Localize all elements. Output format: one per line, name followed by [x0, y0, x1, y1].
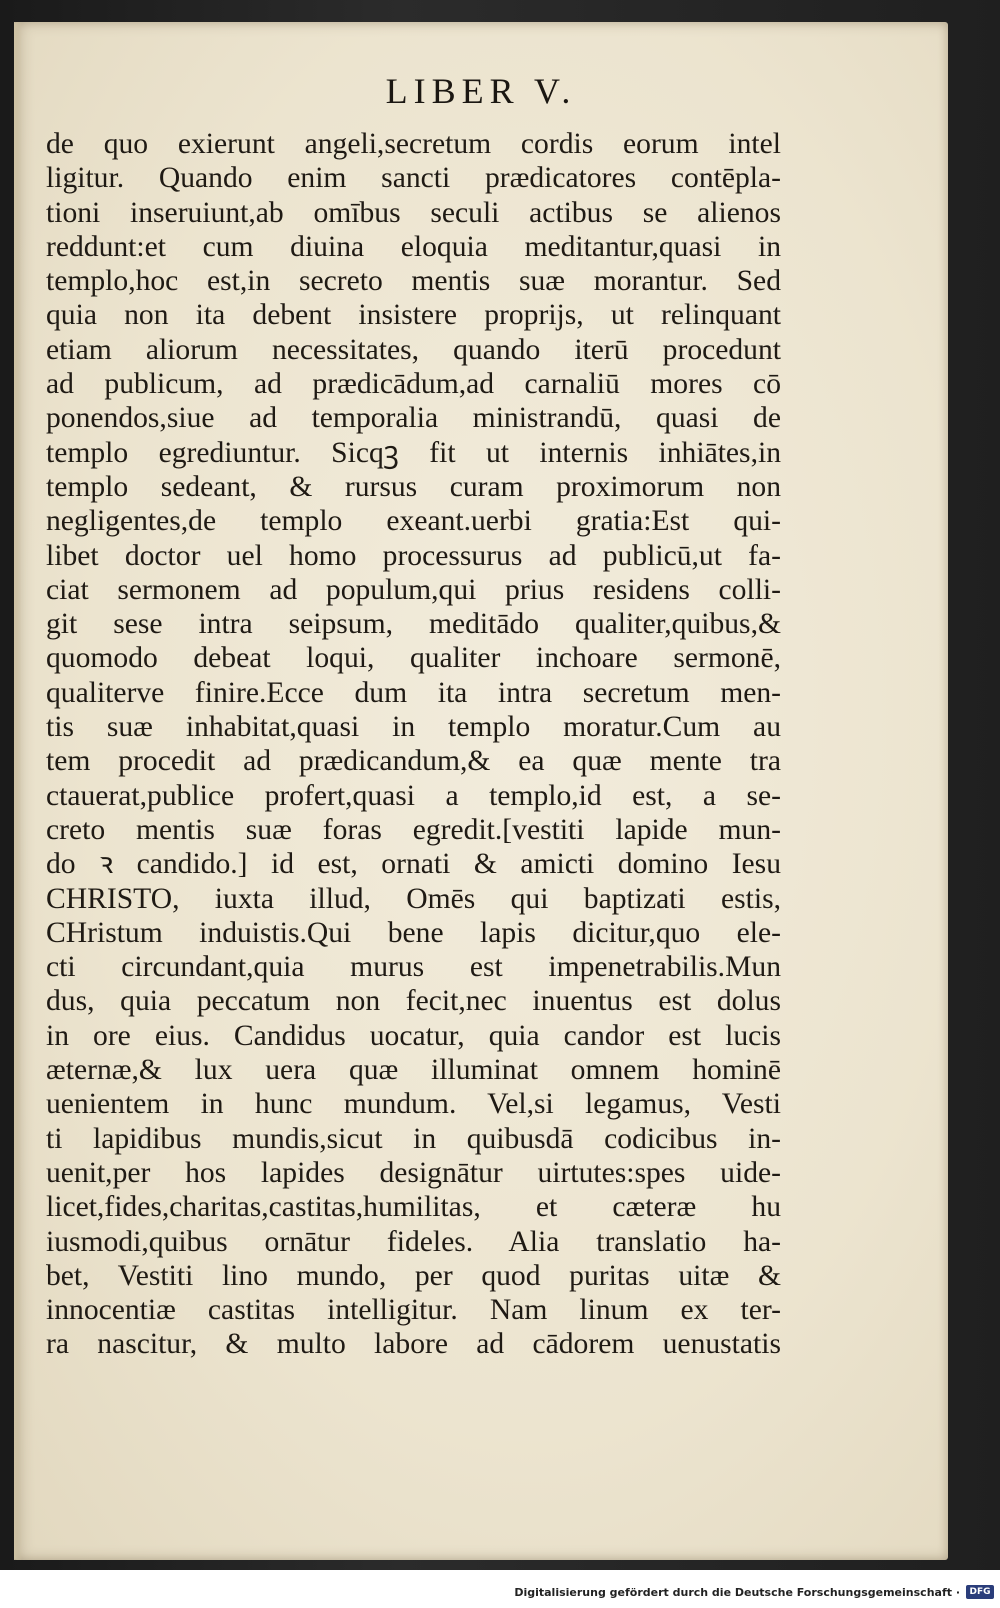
- running-head: LIBER V.: [385, 71, 577, 111]
- text-line: git sese intra seipsum, meditādo qualiter,quibus,&: [46, 608, 781, 641]
- text-line: CHRISTO, iuxta illud, Omēs qui baptizati estis,: [46, 882, 781, 915]
- text-line: CHristum induistis.Qui bene lapis dicitur,quo ele-: [46, 916, 781, 949]
- text-line: ti lapidibus mundis,sicut in quibusdā codicibus in-: [46, 1122, 781, 1155]
- text-line: ligitur. Quando enim sancti prædicatores contēpla-: [46, 162, 781, 195]
- text-line: creto mentis suæ foras egredit.[vestiti lapide mun-: [46, 813, 781, 846]
- text-line: etiam aliorum necessitates, quando iterū procedunt: [46, 333, 781, 366]
- text-line: qualiterve finire.Ecce dum ita intra secretum men-: [46, 676, 781, 709]
- text-line: innocentiæ castitas intelligitur. Nam linum ex ter-: [46, 1294, 781, 1327]
- text-line: quomodo debeat loqui, qualiter inchoare sermonē,: [46, 642, 781, 675]
- funding-notice: Digitalisierung gefördert durch die Deutsche Forschungsgemeinschaft ·: [514, 1586, 960, 1599]
- text-line: bet, Vestiti lino mundo, per quod puritas uitæ &: [46, 1259, 781, 1292]
- book-page: [14, 22, 948, 1560]
- text-line: uenit,per hos lapides designātur uirtutes:spes uide-: [46, 1156, 781, 1189]
- text-line: templo egrediuntur. Sicqꝫ fit ut internis inhiātes,in: [46, 436, 781, 469]
- page-gutter-shadow: [14, 22, 22, 1560]
- body-text: [46, 127, 781, 1362]
- text-line: uenientem in hunc mundum. Vel,si legamus, Vesti: [46, 1088, 781, 1121]
- text-line: do ꝛ candido.] id est, ornati & amicti domino Iesu: [46, 848, 781, 881]
- text-line: tioni inseruiunt,ab omībus seculi actibus se alienos: [46, 196, 781, 229]
- text-line: ponendos,siue ad temporalia ministrandū, quasi de: [46, 402, 781, 435]
- text-line: negligentes,de templo exeant.uerbi gratia:Est qui-: [46, 505, 781, 538]
- text-line: ra nascitur, & multo labore ad cādorem uenustatis: [46, 1328, 781, 1361]
- text-line: tem procedit ad prædicandum,& ea quæ mente tra: [46, 745, 781, 778]
- dfg-logo-icon: DFG: [966, 1585, 994, 1599]
- text-line: templo sedeant, & rursus curam proximorum non: [46, 470, 781, 503]
- text-line: ctauerat,publice profert,quasi a templo,id est, a se-: [46, 779, 781, 812]
- text-line: in ore eius. Candidus uocatur, quia candor est lucis: [46, 1019, 781, 1052]
- text-line: dus, quia peccatum non fecit,nec inuentus est dolus: [46, 985, 781, 1018]
- text-line: æternæ,& lux uera quæ illuminat omnem hominē: [46, 1054, 781, 1087]
- text-line: licet,fides,charitas,castitas,humilitas, et cæteræ hu: [46, 1191, 781, 1224]
- text-line: ad publicum, ad prædicādum,ad carnaliū mores cō: [46, 368, 781, 401]
- footer-bar: [0, 1582, 1000, 1608]
- text-line: libet doctor uel homo processurus ad publicū,ut fa-: [46, 539, 781, 572]
- text-line: tis suæ inhabitat,quasi in templo moratur.Cum au: [46, 711, 781, 744]
- text-line: reddunt:et cum diuina eloquia meditantur,quasi in: [46, 230, 781, 263]
- text-line: quia non ita debent insistere proprijs, ut relinquant: [46, 299, 781, 332]
- text-line: ciat sermonem ad populum,qui prius residens colli-: [46, 573, 781, 606]
- text-line: iusmodi,quibus ornātur fideles. Alia translatio ha-: [46, 1225, 781, 1258]
- text-line: cti circundant,quia murus est impenetrabilis.Mun: [46, 951, 781, 984]
- text-line: templo,hoc est,in secreto mentis suæ morantur. Sed: [46, 265, 781, 298]
- text-line: de quo exierunt angeli,secretum cordis eorum intel: [46, 128, 781, 160]
